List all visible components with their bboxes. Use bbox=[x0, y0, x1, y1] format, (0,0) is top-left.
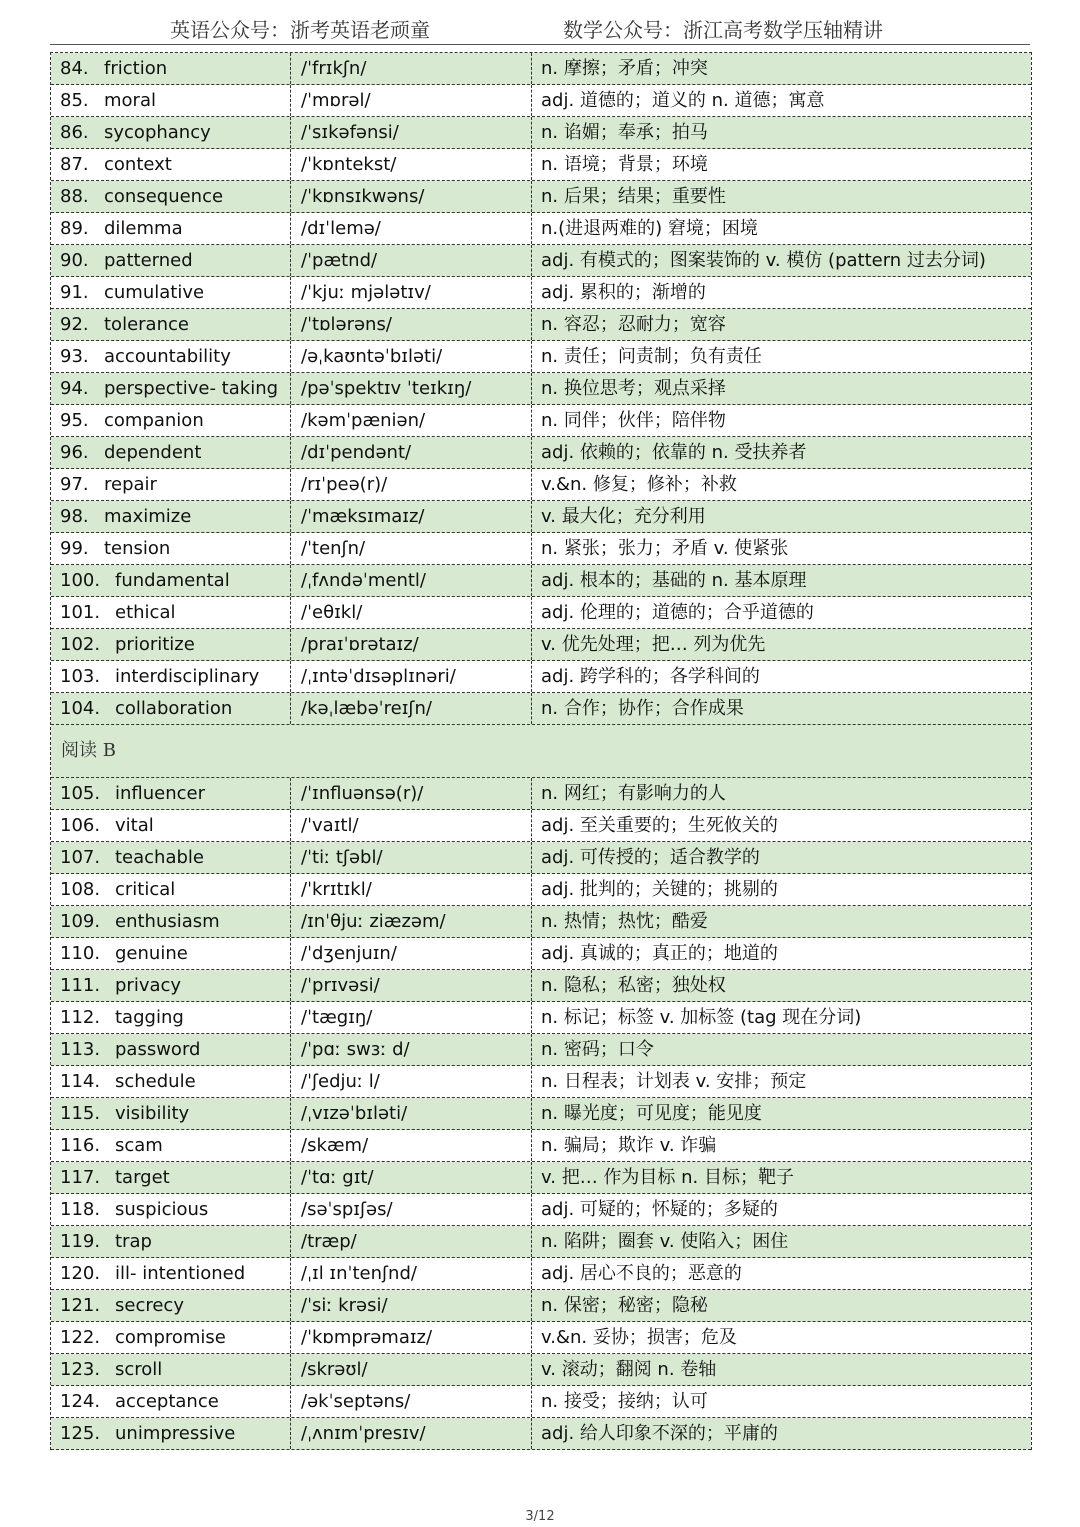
table-row bbox=[51, 906, 1031, 938]
table-row bbox=[51, 597, 1031, 629]
word-cell bbox=[51, 533, 291, 564]
word-cell bbox=[51, 309, 291, 340]
phonetic-cell: /ˈsɪkəfənsi/ bbox=[291, 117, 532, 148]
entry-number: 97. bbox=[60, 474, 89, 495]
word-text: secrecy bbox=[115, 1295, 184, 1316]
meaning-cell: n. 换位思考；观点采择 bbox=[541, 378, 726, 399]
table-row bbox=[51, 874, 1031, 906]
entry-number: 108. bbox=[60, 879, 101, 900]
phonetic-cell: /ˈmɒrəl/ bbox=[291, 85, 532, 116]
word-cell bbox=[51, 53, 291, 84]
table-row bbox=[51, 693, 1031, 725]
entry-number: 117. bbox=[60, 1167, 101, 1188]
phonetic-cell: /pəˈspektɪv ˈteɪkɪŋ/ bbox=[291, 373, 532, 404]
table-row bbox=[51, 1066, 1031, 1098]
entry-number: 113. bbox=[60, 1039, 101, 1060]
word-text: tagging bbox=[115, 1007, 184, 1028]
word-cell bbox=[51, 117, 291, 148]
entry-number: 85. bbox=[60, 90, 89, 111]
word-text: teachable bbox=[115, 847, 204, 868]
table-row bbox=[51, 181, 1031, 213]
word-cell bbox=[51, 1098, 291, 1129]
word-text: compromise bbox=[115, 1327, 226, 1348]
table-row bbox=[51, 778, 1031, 810]
entry-number: 89. bbox=[60, 218, 89, 239]
entry-number: 118. bbox=[60, 1199, 101, 1220]
phonetic-cell: /ˈpætnd/ bbox=[291, 245, 532, 276]
meaning-cell: adj. 可疑的；怀疑的；多疑的 bbox=[541, 1199, 778, 1220]
word-text: accountability bbox=[104, 346, 231, 367]
phonetic-cell: /ˈdʒenjuɪn/ bbox=[291, 938, 532, 969]
word-text: collaboration bbox=[115, 698, 233, 719]
word-cell bbox=[51, 213, 291, 244]
meaning-cell: adj. 真诚的；真正的；地道的 bbox=[541, 943, 778, 964]
phonetic-cell: /skrəʊl/ bbox=[291, 1354, 532, 1385]
meaning-cell: adj. 有模式的；图案装饰的 v. 模仿 (pattern 过去分词) bbox=[541, 250, 986, 271]
word-cell bbox=[51, 1258, 291, 1289]
entry-number: 116. bbox=[60, 1135, 101, 1156]
word-text: suspicious bbox=[115, 1199, 209, 1220]
entry-number: 109. bbox=[60, 911, 101, 932]
word-text: influencer bbox=[115, 783, 206, 804]
word-cell bbox=[51, 874, 291, 905]
meaning-cell: n. 容忍；忍耐力；宽容 bbox=[541, 314, 726, 335]
word-cell bbox=[51, 1418, 291, 1449]
entry-number: 119. bbox=[60, 1231, 101, 1252]
word-text: unimpressive bbox=[115, 1423, 236, 1444]
word-text: consequence bbox=[104, 186, 224, 207]
word-text: moral bbox=[104, 90, 156, 111]
table-row bbox=[51, 341, 1031, 373]
meaning-cell: n. 曝光度；可见度；能见度 bbox=[541, 1103, 762, 1124]
entry-number: 93. bbox=[60, 346, 89, 367]
math-account-label: 数学公众号：浙江高考数学压轴精讲 bbox=[563, 18, 883, 42]
word-text: dependent bbox=[104, 442, 202, 463]
meaning-cell: n. 接受；接纳；认可 bbox=[541, 1391, 708, 1412]
phonetic-cell: /ˈsiː krəsi/ bbox=[291, 1290, 532, 1321]
word-cell bbox=[51, 373, 291, 404]
word-text: acceptance bbox=[115, 1391, 219, 1412]
word-text: interdisciplinary bbox=[115, 666, 260, 687]
phonetic-cell: /ˈkjuː mjələtɪv/ bbox=[291, 277, 532, 308]
phonetic-cell: /træp/ bbox=[291, 1226, 532, 1257]
word-cell bbox=[51, 277, 291, 308]
entry-number: 101. bbox=[60, 602, 101, 623]
meaning-cell: v. 滚动；翻阅 n. 卷轴 bbox=[541, 1359, 717, 1380]
page-number: 3/12 bbox=[525, 1509, 555, 1524]
word-cell bbox=[51, 565, 291, 596]
meaning-cell: adj. 给人印象不深的；平庸的 bbox=[541, 1423, 778, 1444]
word-cell bbox=[51, 341, 291, 372]
phonetic-cell: /ˈtenʃn/ bbox=[291, 533, 532, 564]
phonetic-cell: /ˈpɑː swɜː d/ bbox=[291, 1034, 532, 1065]
entry-number: 88. bbox=[60, 186, 89, 207]
table-row bbox=[51, 565, 1031, 597]
entry-number: 98. bbox=[60, 506, 89, 527]
entry-number: 96. bbox=[60, 442, 89, 463]
phonetic-cell: /ˈkrɪtɪkl/ bbox=[291, 874, 532, 905]
entry-number: 91. bbox=[60, 282, 89, 303]
word-cell bbox=[51, 405, 291, 436]
table-row bbox=[51, 149, 1031, 181]
phonetic-cell: /dɪˈpendənt/ bbox=[291, 437, 532, 468]
phonetic-cell: /ˈkɒmprəmaɪz/ bbox=[291, 1322, 532, 1353]
meaning-cell: v. 优先处理；把… 列为优先 bbox=[541, 634, 766, 655]
table-row bbox=[51, 213, 1031, 245]
entry-number: 111. bbox=[60, 975, 101, 996]
word-cell bbox=[51, 1322, 291, 1353]
entry-number: 125. bbox=[60, 1423, 101, 1444]
meaning-cell: n. 责任；问责制；负有责任 bbox=[541, 346, 762, 367]
word-text: tension bbox=[104, 538, 171, 559]
word-cell bbox=[51, 469, 291, 500]
phonetic-cell: /ˈtægɪŋ/ bbox=[291, 1002, 532, 1033]
entry-number: 122. bbox=[60, 1327, 101, 1348]
word-text: password bbox=[115, 1039, 201, 1060]
vocabulary-table bbox=[50, 52, 1032, 1450]
word-cell bbox=[51, 85, 291, 116]
meaning-cell: adj. 伦理的；道德的；合乎道德的 bbox=[541, 602, 814, 623]
phonetic-cell: /praɪˈɒrətaɪz/ bbox=[291, 629, 532, 660]
phonetic-cell: /ˌfʌndəˈmentl/ bbox=[291, 565, 532, 596]
table-row bbox=[51, 501, 1031, 533]
table-row bbox=[51, 53, 1031, 85]
meaning-cell: n.(进退两难的) 窘境；困境 bbox=[541, 218, 758, 239]
table-row bbox=[51, 1258, 1031, 1290]
table-row bbox=[51, 469, 1031, 501]
phonetic-cell: /dɪˈlemə/ bbox=[291, 213, 532, 244]
english-account-label: 英语公众号：浙考英语老顽童 bbox=[170, 18, 430, 42]
table-row bbox=[51, 1354, 1031, 1386]
table-row bbox=[51, 405, 1031, 437]
phonetic-cell: /ˈeθɪkl/ bbox=[291, 597, 532, 628]
word-cell bbox=[51, 906, 291, 937]
page-header bbox=[0, 0, 1080, 44]
word-cell bbox=[51, 810, 291, 841]
phonetic-cell: /səˈspɪʃəs/ bbox=[291, 1194, 532, 1225]
entry-number: 84. bbox=[60, 58, 89, 79]
word-text: ethical bbox=[115, 602, 176, 623]
word-text: vital bbox=[115, 815, 154, 836]
table-row bbox=[51, 970, 1031, 1002]
word-cell bbox=[51, 437, 291, 468]
entry-number: 100. bbox=[60, 570, 101, 591]
meaning-cell: adj. 道德的；道义的 n. 道德；寓意 bbox=[541, 90, 825, 111]
word-cell bbox=[51, 842, 291, 873]
meaning-cell: n. 语境；背景；环境 bbox=[541, 154, 708, 175]
table-row bbox=[51, 1290, 1031, 1322]
word-text: cumulative bbox=[104, 282, 205, 303]
phonetic-cell: /ˈʃedjuː l/ bbox=[291, 1066, 532, 1097]
meaning-cell: n. 标记；标签 v. 加标签 (tag 现在分词) bbox=[541, 1007, 862, 1028]
phonetic-cell: /ˈprɪvəsi/ bbox=[291, 970, 532, 1001]
entry-number: 105. bbox=[60, 783, 101, 804]
table-row bbox=[51, 245, 1031, 277]
table-row bbox=[51, 810, 1031, 842]
entry-number: 103. bbox=[60, 666, 101, 687]
entry-number: 124. bbox=[60, 1391, 101, 1412]
word-cell bbox=[51, 1226, 291, 1257]
phonetic-cell: /ɪnˈθjuː ziæzəm/ bbox=[291, 906, 532, 937]
table-row bbox=[51, 1386, 1031, 1418]
meaning-cell: adj. 依赖的；依靠的 n. 受扶养者 bbox=[541, 442, 807, 463]
phonetic-cell: /ˈtiː tʃəbl/ bbox=[291, 842, 532, 873]
meaning-cell: n. 紧张；张力；矛盾 v. 使紧张 bbox=[541, 538, 789, 559]
word-cell bbox=[51, 181, 291, 212]
table-row bbox=[51, 1322, 1031, 1354]
word-text: dilemma bbox=[104, 218, 183, 239]
word-cell bbox=[51, 1002, 291, 1033]
phonetic-cell: /kəmˈpæniən/ bbox=[291, 405, 532, 436]
entry-number: 120. bbox=[60, 1263, 101, 1284]
word-cell bbox=[51, 693, 291, 724]
word-cell bbox=[51, 1162, 291, 1193]
entry-number: 87. bbox=[60, 154, 89, 175]
table-row bbox=[51, 533, 1031, 565]
phonetic-cell: /ˈkɒnsɪkwəns/ bbox=[291, 181, 532, 212]
entry-number: 121. bbox=[60, 1295, 101, 1316]
entry-number: 94. bbox=[60, 378, 89, 399]
meaning-cell: n. 隐私；私密；独处权 bbox=[541, 975, 726, 996]
word-cell bbox=[51, 149, 291, 180]
entry-number: 106. bbox=[60, 815, 101, 836]
word-text: patterned bbox=[104, 250, 193, 271]
phonetic-cell: /ˌɪl ɪnˈtenʃnd/ bbox=[291, 1258, 532, 1289]
entry-number: 92. bbox=[60, 314, 89, 335]
word-text: companion bbox=[104, 410, 204, 431]
table-row bbox=[51, 277, 1031, 309]
table-row bbox=[51, 629, 1031, 661]
entry-number: 90. bbox=[60, 250, 89, 271]
table-row bbox=[51, 938, 1031, 970]
meaning-cell: n. 骗局；欺诈 v. 诈骗 bbox=[541, 1135, 717, 1156]
table-row bbox=[51, 437, 1031, 469]
meaning-cell: n. 谄媚；奉承；拍马 bbox=[541, 122, 708, 143]
phonetic-cell: /əkˈseptəns/ bbox=[291, 1386, 532, 1417]
entry-number: 112. bbox=[60, 1007, 101, 1028]
word-text: visibility bbox=[115, 1103, 190, 1124]
word-text: prioritize bbox=[115, 634, 195, 655]
word-text: friction bbox=[104, 58, 168, 79]
meaning-cell: n. 日程表；计划表 v. 安排；预定 bbox=[541, 1071, 807, 1092]
phonetic-cell: /ˌvɪzəˈbɪləti/ bbox=[291, 1098, 532, 1129]
meaning-cell: adj. 至关重要的；生死攸关的 bbox=[541, 815, 778, 836]
word-text: genuine bbox=[115, 943, 188, 964]
meaning-cell: adj. 居心不良的；恶意的 bbox=[541, 1263, 742, 1284]
table-row bbox=[51, 1418, 1031, 1450]
meaning-cell: v.&n. 修复；修补；补救 bbox=[541, 474, 737, 495]
word-text: fundamental bbox=[115, 570, 230, 591]
table-row bbox=[51, 309, 1031, 341]
phonetic-cell: /ˈtɑː gɪt/ bbox=[291, 1162, 532, 1193]
meaning-cell: n. 合作；协作；合作成果 bbox=[541, 698, 744, 719]
word-text: perspective- taking bbox=[104, 378, 279, 399]
word-text: schedule bbox=[115, 1071, 196, 1092]
meaning-cell: adj. 可传授的；适合教学的 bbox=[541, 847, 760, 868]
word-cell bbox=[51, 1130, 291, 1161]
table-row bbox=[51, 1098, 1031, 1130]
word-cell bbox=[51, 1194, 291, 1225]
table-row bbox=[51, 1162, 1031, 1194]
phonetic-cell: /ˈvaɪtl/ bbox=[291, 810, 532, 841]
entry-number: 95. bbox=[60, 410, 89, 431]
word-cell bbox=[51, 1290, 291, 1321]
word-text: target bbox=[115, 1167, 170, 1188]
word-text: repair bbox=[104, 474, 157, 495]
phonetic-cell: /skæm/ bbox=[291, 1130, 532, 1161]
entry-number: 107. bbox=[60, 847, 101, 868]
phonetic-cell: /ˌɪntəˈdɪsəplɪnəri/ bbox=[291, 661, 532, 692]
table-row bbox=[51, 661, 1031, 693]
meaning-cell: n. 密码；口令 bbox=[541, 1039, 654, 1060]
entry-number: 102. bbox=[60, 634, 101, 655]
entry-number: 123. bbox=[60, 1359, 101, 1380]
phonetic-cell: /ˈmæksɪmaɪz/ bbox=[291, 501, 532, 532]
entry-number: 86. bbox=[60, 122, 89, 143]
word-cell bbox=[51, 501, 291, 532]
meaning-cell: adj. 批判的；关键的；挑剔的 bbox=[541, 879, 778, 900]
meaning-cell: v. 最大化；充分利用 bbox=[541, 506, 706, 527]
word-cell bbox=[51, 1354, 291, 1385]
meaning-cell: n. 保密；秘密；隐秘 bbox=[541, 1295, 708, 1316]
word-text: enthusiasm bbox=[115, 911, 220, 932]
table-row bbox=[51, 117, 1031, 149]
word-text: scam bbox=[115, 1135, 163, 1156]
phonetic-cell: /rɪˈpeə(r)/ bbox=[291, 469, 532, 500]
meaning-cell: n. 后果；结果；重要性 bbox=[541, 186, 726, 207]
word-text: privacy bbox=[115, 975, 182, 996]
meaning-cell: n. 网红；有影响力的人 bbox=[541, 783, 726, 804]
meaning-cell: n. 陷阱；圈套 v. 使陷入；困住 bbox=[541, 1231, 789, 1252]
table-row bbox=[51, 373, 1031, 405]
word-cell bbox=[51, 1066, 291, 1097]
word-text: ill- intentioned bbox=[115, 1263, 246, 1284]
meaning-cell: n. 热情；热忱；酷爱 bbox=[541, 911, 708, 932]
meaning-cell: n. 摩擦；矛盾；冲突 bbox=[541, 58, 708, 79]
word-text: scroll bbox=[115, 1359, 163, 1380]
word-text: maximize bbox=[104, 506, 192, 527]
word-text: tolerance bbox=[104, 314, 189, 335]
word-text: sycophancy bbox=[104, 122, 211, 143]
entry-number: 99. bbox=[60, 538, 89, 559]
word-cell bbox=[51, 629, 291, 660]
word-text: context bbox=[104, 154, 172, 175]
entry-number: 114. bbox=[60, 1071, 101, 1092]
entry-number: 104. bbox=[60, 698, 101, 719]
phonetic-cell: /kəˌlæbəˈreɪʃn/ bbox=[291, 693, 532, 724]
word-cell bbox=[51, 1386, 291, 1417]
meaning-cell: adj. 根本的；基础的 n. 基本原理 bbox=[541, 570, 807, 591]
entry-number: 115. bbox=[60, 1103, 101, 1124]
table-row bbox=[51, 85, 1031, 117]
word-cell bbox=[51, 970, 291, 1001]
word-cell bbox=[51, 661, 291, 692]
phonetic-cell: /ˌʌnɪmˈpresɪv/ bbox=[291, 1418, 532, 1449]
entry-number: 110. bbox=[60, 943, 101, 964]
table-row bbox=[51, 1194, 1031, 1226]
table-row bbox=[51, 1226, 1031, 1258]
word-cell bbox=[51, 938, 291, 969]
word-cell bbox=[51, 1034, 291, 1065]
word-cell bbox=[51, 597, 291, 628]
phonetic-cell: /ˈfrɪkʃn/ bbox=[291, 53, 532, 84]
table-row bbox=[51, 1130, 1031, 1162]
table-row bbox=[51, 1034, 1031, 1066]
header-divider bbox=[50, 44, 1030, 45]
word-cell bbox=[51, 778, 291, 809]
table-row bbox=[51, 842, 1031, 874]
word-text: trap bbox=[115, 1231, 152, 1252]
phonetic-cell: /əˌkaʊntəˈbɪləti/ bbox=[291, 341, 532, 372]
meaning-cell: v. 把… 作为目标 n. 目标；靶子 bbox=[541, 1167, 794, 1188]
phonetic-cell: /ˈtɒlərəns/ bbox=[291, 309, 532, 340]
table-row bbox=[51, 1002, 1031, 1034]
phonetic-cell: /ˈkɒntekst/ bbox=[291, 149, 532, 180]
meaning-cell: n. 同伴；伙伴；陪伴物 bbox=[541, 410, 726, 431]
meaning-cell: adj. 累积的；渐增的 bbox=[541, 282, 706, 303]
meaning-cell: adj. 跨学科的；各学科间的 bbox=[541, 666, 760, 687]
word-text: critical bbox=[115, 879, 176, 900]
word-cell bbox=[51, 245, 291, 276]
meaning-cell: v.&n. 妥协；损害；危及 bbox=[541, 1327, 737, 1348]
phonetic-cell: /ˈɪnfluənsə(r)/ bbox=[291, 778, 532, 809]
section-heading: 阅读 B bbox=[51, 725, 1031, 778]
